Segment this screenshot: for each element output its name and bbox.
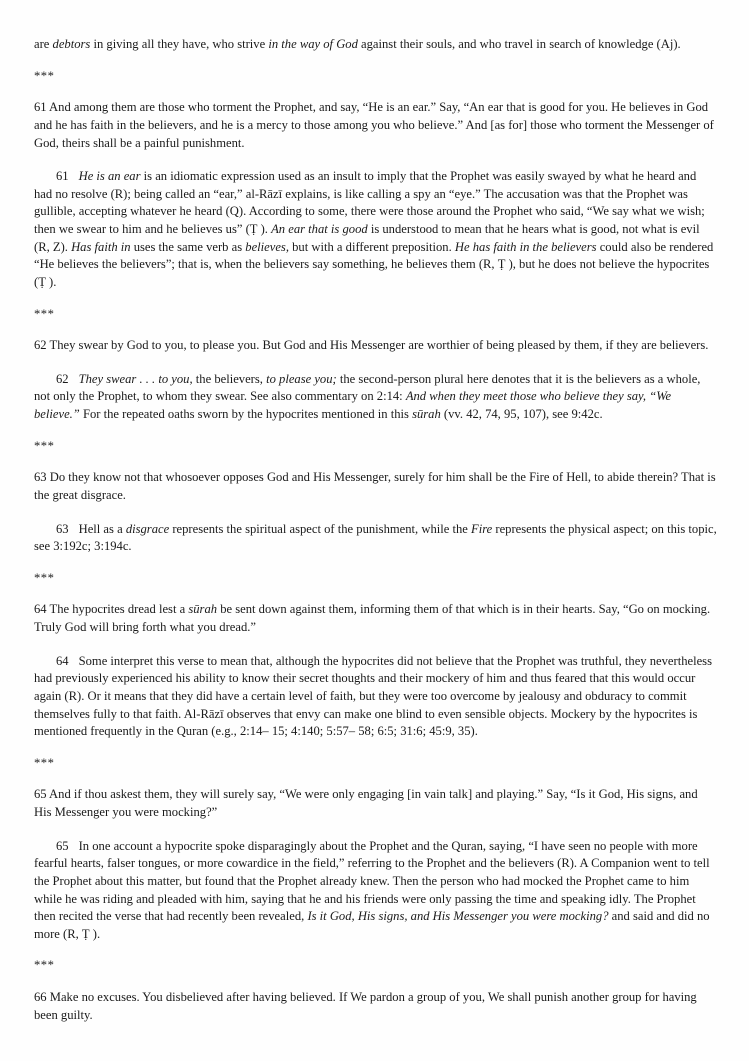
vertical-space [34, 424, 717, 438]
section-separator-5: *** [34, 755, 55, 770]
vertical-space [34, 741, 717, 755]
vertical-space [34, 85, 717, 99]
emphasis-text: sūrah [188, 602, 218, 617]
paragraph-verse-63 [34, 469, 717, 504]
body-text: 64 The hypocrites dread lest a [34, 602, 189, 617]
body-text: Hell as a [78, 521, 126, 536]
paragraph-commentary-61 [34, 168, 717, 291]
body-text: 63 Do they know not that whosoever opposes God and His Messenger, surely for him shall be the Fire of Hell, to abide therein? That is the great disgrace. [34, 470, 716, 502]
emphasis-text: disgrace [125, 521, 170, 536]
body-text: are [34, 37, 53, 51]
vertical-space [34, 975, 717, 989]
commentary-verse-number: 64 [56, 653, 69, 668]
emphasis-text: in the way of God [268, 37, 358, 51]
page-content [34, 36, 717, 1024]
emphasis-text: Has faith in [71, 239, 131, 254]
body-text: (vv. 42, 74, 95, 107), see 9:42c. [440, 407, 603, 421]
vertical-space [34, 587, 717, 601]
body-text: but with a different preposition. [288, 239, 455, 254]
body-text: is an idiomatic expression used as an insult to imply that the Prophet was easily swayed by what he heard and had no resolve (R); being called an “ear,” al-Rāzī explains, is like calling a spy an “eye.” The accusation was that the Prophet was gullible, accepting whatever he heard (Q). According to some, there were those around the Prophet who said, “We say what we wish; then we swear to him and he believes us” (Ṭ ). [34, 169, 705, 236]
body-text: 61 And among them are those who torment the Prophet, and say, “He is an ear.” Say, “An ear that is good for you. He believes in God and he has faith in the believers, and he is a mercy to those among you who believe.” And [as for] those who torment the Messenger of God, theirs shall be a painful punishment. [34, 100, 714, 150]
vertical-space [34, 772, 717, 786]
section-separator-2: *** [34, 306, 55, 321]
vertical-space [34, 152, 717, 168]
commentary-verse-number: 62 [56, 371, 69, 386]
body-text: in giving all they have, who strive [90, 37, 269, 51]
paragraph-verse-60-continuation [34, 36, 717, 54]
body-text: the believers, [192, 371, 267, 386]
body-text: is understood to mean that he hears what is good, not what is evil (R, Z). [34, 222, 700, 254]
body-text: For the repeated oaths sworn by the hypocrites mentioned in this [79, 407, 413, 421]
paragraph-commentary-65 [34, 838, 717, 944]
vertical-space [34, 637, 717, 653]
section-separator-3: *** [34, 438, 55, 453]
vertical-space [34, 54, 717, 68]
body-text: and said and did no more (R, Ṭ ). [34, 909, 710, 941]
body-text: In one account a hypocrite spoke disparagingly about the Prophet and the Quran, saying, “I have seen no people with more fearful hearts, falser tongues, or more cowardice in the field,” referring to the Prophet and the believers (R). A Companion went to tell the Prophet about this matter, but found that the Prophet already knew. Then the person who had mocked the Prophet came to him while he was riding and pleaded with him, saying that he and his friends were only passing the time and speaking idly. The Prophet then recited the verse that had recently been revealed, [34, 838, 710, 924]
paragraph-verse-61 [34, 99, 717, 152]
emphasis-text: believes, [245, 239, 289, 254]
paragraph-verse-62 [34, 337, 717, 355]
emphasis-text: They swear . . . to you, [78, 371, 193, 386]
emphasis-text: And when they meet those who believe they say, “We believe.” [34, 389, 672, 421]
body-text: represents the spiritual aspect of the punishment, while the [169, 521, 472, 536]
section-separator-1: *** [34, 68, 55, 83]
commentary-verse-number: 61 [56, 169, 69, 184]
emphasis-text: sūrah [412, 407, 441, 421]
paragraph-verse-65 [34, 786, 717, 821]
body-text: could also be rendered “He believes the believers”; that is, when the believers say something, he believes them (R, Ṭ ), but he does not believe the hypocrites (Ṭ ). [34, 239, 714, 289]
commentary-verse-number: 65 [56, 838, 69, 853]
body-text: the second-person plural here denotes that it is the believers as a whole, not only the Prophet, to whom they swear. See also commentary on 2:14: [34, 371, 701, 404]
body-text: uses the same verb as [130, 239, 246, 254]
vertical-space [34, 943, 717, 957]
body-text: Some interpret this verse to mean that, although the hypocrites did not believe that the Prophet was truthful, they nevertheless had previously experienced his ability to know their secret thoughts and their mockery of him and thus feared that this would occur again (R). Or it means that they did have a certain level of faith, but they were too overcome by jealousy and obduracy to commit themselves fully to that faith. Al-Rāzī observes that envy can make one blind to even sensible objects. Mockery by the hypocrites is mentioned frequently in the Quran (e.g., 2:14– 15; 4:140; 5:57– 58; 6:5; 31:6; 45:9, 35). [34, 653, 712, 739]
paragraph-commentary-63 [34, 521, 717, 556]
body-text: represents the physical aspect; on this topic, see 3:192c; 3:194c. [34, 521, 717, 554]
body-text: against their souls, and who travel in search of knowledge (Aj). [357, 37, 681, 51]
paragraph-verse-66 [34, 989, 717, 1024]
paragraph-commentary-62 [34, 371, 717, 424]
section-separator-6: *** [34, 958, 55, 973]
vertical-space [34, 822, 717, 838]
emphasis-text: An ear that is good [271, 222, 368, 236]
vertical-space [34, 323, 717, 337]
paragraph-commentary-64 [34, 653, 717, 741]
section-separator-4: *** [34, 570, 55, 585]
body-text: 66 Make no excuses. You disbelieved after having believed. If We pardon a group of you, We shall punish another group for having been guilty. [34, 990, 697, 1022]
body-text: be sent down against them, informing them of that which is in their hearts. Say, “Go on mocking. Truly God will bring forth what you dread.” [34, 602, 711, 634]
paragraph-verse-64 [34, 601, 717, 636]
vertical-space [34, 455, 717, 469]
body-text: 65 And if thou askest them, they will surely say, “We were only engaging [in vain talk] and playing.” Say, “Is it God, His signs, and His Messenger you were mocking?” [34, 787, 698, 819]
body-text: 62 They swear by God to you, to please you. But God and His Messenger are worthier of being pleased by them, if they are believers. [34, 338, 709, 353]
emphasis-text: Fire [471, 521, 493, 536]
vertical-space [34, 556, 717, 570]
emphasis-text: He has faith in the believers [454, 239, 597, 254]
vertical-space [34, 355, 717, 371]
emphasis-text: Is it God, His signs, and His Messenger you were mocking? [307, 909, 609, 924]
emphasis-text: to please you; [266, 371, 337, 386]
vertical-space [34, 505, 717, 521]
commentary-verse-number: 63 [56, 521, 69, 536]
emphasis-text: He is an ear [78, 169, 141, 184]
vertical-space [34, 292, 717, 306]
emphasis-text: debtors [52, 37, 91, 51]
